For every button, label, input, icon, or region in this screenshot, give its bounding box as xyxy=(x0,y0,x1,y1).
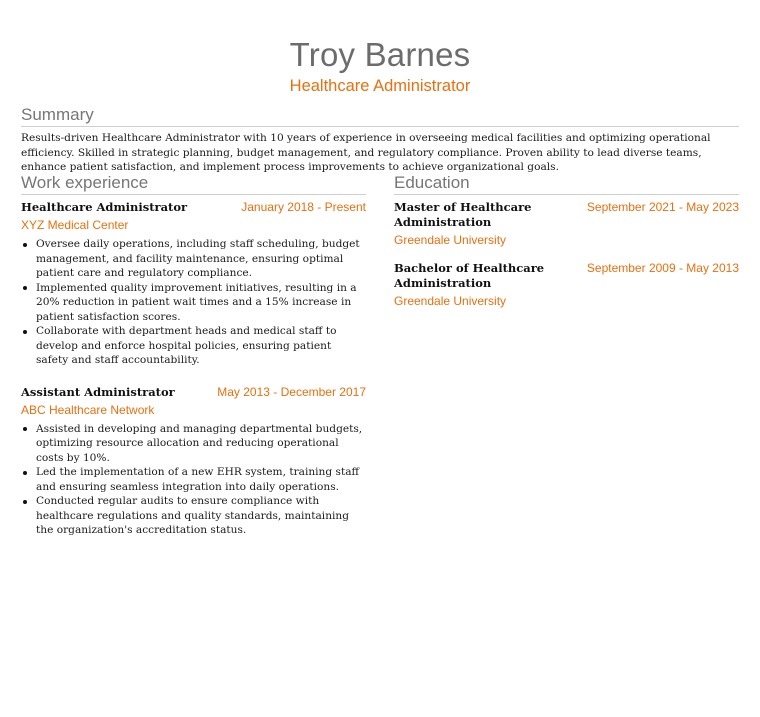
degree-name: Master of Healthcare Administration xyxy=(394,200,532,229)
education-dates: September 2009 - May 2013 xyxy=(586,261,739,275)
job-organization: XYZ Medical Center xyxy=(21,218,129,232)
job-title: Healthcare Administrator xyxy=(21,200,188,214)
candidate-name: Troy Barnes xyxy=(289,36,471,73)
candidate-title: Healthcare Administrator xyxy=(289,77,471,95)
summary-heading: Summary xyxy=(21,105,739,127)
summary-text: Results-driven Healthcare Administrator with 10 years of experience in overseeing medical facilities and optimizing operational efficiency. Skilled in strategic planning, budget management, and regulatory compliance. Proven ability to lead diverse teams, enhance patient satisfaction, and implement process improvements to achieve organizational goals. xyxy=(21,132,711,173)
job-entry xyxy=(21,385,366,538)
job-bullet: Assisted in developing and managing departmental budgets, optimizing resource allocation and reducing operational costs by 10%. xyxy=(36,422,366,466)
school-name: Greendale University xyxy=(394,294,507,308)
job-bullet: Implemented quality improvement initiatives, resulting in a 20% reduction in patient wait times and a 15% increase in patient satisfaction scores. xyxy=(36,281,366,325)
education-dates: September 2021 - May 2023 xyxy=(586,200,739,214)
job-bullet: Collaborate with department heads and medical staff to develop and enforce hospital policies, ensuring patient safety and staff accountability. xyxy=(36,324,366,368)
work-experience-heading: Work experience xyxy=(21,173,366,195)
summary-section xyxy=(21,105,739,175)
job-bullet: Led the implementation of a new EHR system, training staff and ensuring seamless integration into daily operations. xyxy=(36,465,366,494)
job-bullet: Conducted regular audits to ensure compliance with healthcare regulations and quality standards, maintaining the organization's accreditation status. xyxy=(36,494,366,538)
education-section xyxy=(394,173,739,309)
job-title: Assistant Administrator xyxy=(21,384,175,399)
education-heading: Education xyxy=(394,173,739,195)
job-bullets xyxy=(21,422,366,538)
job-bullets xyxy=(21,237,366,368)
job-bullet: Oversee daily operations, including staff scheduling, budget management, and facility maintenance, ensuring optimal patient care and regulatory compliance. xyxy=(36,237,366,281)
job-organization: ABC Healthcare Network xyxy=(21,402,155,417)
degree-name: Bachelor of Healthcare Administration xyxy=(394,261,545,290)
job-entry xyxy=(21,200,366,368)
job-dates: May 2013 - December 2017 xyxy=(217,384,366,399)
job-dates: January 2018 - Present xyxy=(241,200,366,214)
education-entry xyxy=(394,200,739,248)
work-experience-section xyxy=(21,173,366,538)
school-name: Greendale University xyxy=(394,233,507,247)
education-entry xyxy=(394,261,739,309)
